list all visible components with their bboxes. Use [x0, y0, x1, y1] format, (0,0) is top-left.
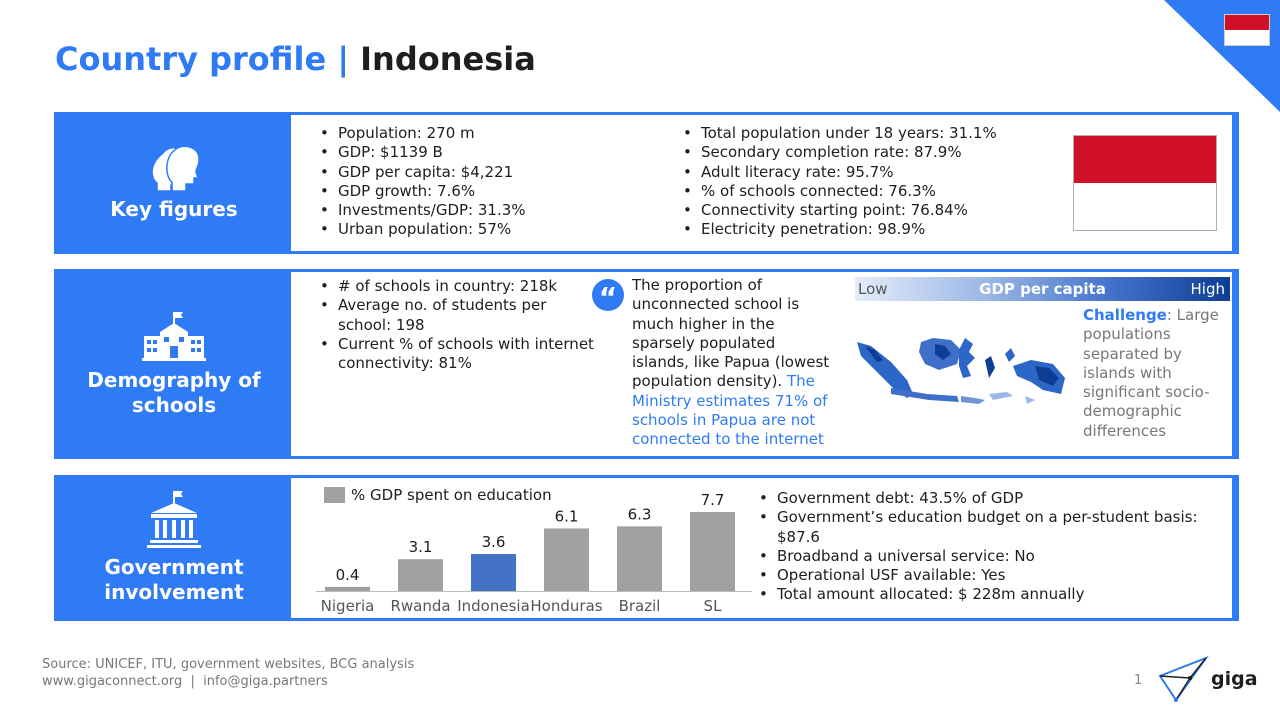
chart-legend-swatch	[324, 487, 345, 503]
list-item: • Investments/GDP: 31.3%	[318, 201, 658, 220]
key-figures-side	[57, 115, 291, 251]
list-item: • Urban population: 57%	[318, 220, 658, 239]
category-label: Honduras	[530, 597, 603, 615]
challenge-label: Challenge	[1083, 306, 1167, 324]
demography-side	[57, 272, 291, 456]
government-list	[757, 489, 1212, 605]
list-item: • GDP growth: 7.6%	[318, 182, 658, 201]
list-item: • Average no. of students per school: 198	[318, 296, 603, 335]
bar-value-label: 6.1	[554, 507, 579, 526]
corner-flag-icon	[1224, 14, 1270, 46]
list-item: • % of schools connected: 76.3%	[681, 182, 1041, 201]
list-item: • Adult literacy rate: 95.7%	[681, 163, 1041, 182]
list-item: • Secondary completion rate: 87.9%	[681, 143, 1041, 162]
category-label: SL	[703, 597, 722, 615]
list-item: • GDP: $1139 B	[318, 143, 658, 162]
giga-logo-text: giga	[1211, 668, 1258, 690]
government-label-line2: involvement	[104, 580, 244, 604]
page-number: 1	[1134, 673, 1143, 688]
footer-source: Source: UNICEF, ITU, government websites, BCG analysis	[42, 657, 415, 672]
demography-label-line1: Demography of	[87, 368, 261, 392]
list-item: • Government debt: 43.5% of GDP	[757, 489, 1212, 508]
list-item: • Current % of schools with internet connectivity: 81%	[318, 335, 603, 374]
bar-value-label: 3.1	[408, 538, 433, 557]
giga-logo-icon	[1158, 656, 1210, 702]
bar-sl	[690, 512, 735, 591]
quote-body: The proportion of unconnected school is much higher in the sparsely populated islands, like Papua (lowest population density).	[632, 276, 830, 391]
chart-legend-label: % GDP spent on education	[351, 486, 552, 504]
government-side	[57, 478, 291, 618]
footer-contact	[42, 673, 414, 690]
government-panel	[54, 475, 1239, 621]
list-item: • Electricity penetration: 98.9%	[681, 220, 1041, 239]
category-label: Indonesia	[457, 597, 530, 615]
key-figures-right-list	[681, 124, 1041, 240]
category-label: Rwanda	[390, 597, 451, 615]
list-item: • # of schools in country: 218k	[318, 277, 603, 296]
bar-brazil	[617, 526, 662, 591]
indonesia-map	[855, 336, 1070, 416]
title-country: Indonesia	[360, 40, 536, 78]
list-item: • GDP per capita: $4,221	[318, 163, 658, 182]
footer-email-link[interactable]: info@giga.partners	[203, 674, 328, 689]
quote-text	[632, 276, 832, 450]
gdp-legend-title: GDP per capita	[979, 280, 1106, 298]
list-item: • Total amount allocated: $ 228m annually	[757, 585, 1212, 604]
category-label: Brazil	[618, 597, 661, 615]
bar-value-label: 3.6	[481, 533, 506, 552]
demography-label-line2: schools	[131, 393, 217, 417]
challenge-text	[1083, 306, 1223, 441]
gdp-legend-high: High	[1190, 280, 1225, 298]
bar-value-label: 0.4	[335, 565, 360, 584]
gdp-gradient-legend	[855, 277, 1230, 301]
footer-separator: |	[190, 674, 195, 689]
category-label: Nigeria	[320, 597, 375, 615]
key-figures-panel	[54, 112, 1239, 254]
list-item: • Broadband a universal service: No	[757, 547, 1212, 566]
government-building-icon	[147, 491, 201, 549]
title-prefix: Country profile |	[55, 40, 349, 78]
challenge-body: : Large populations separated by islands with significant socio-demographic differences	[1083, 306, 1219, 440]
list-item: • Total population under 18 years: 31.1%	[681, 124, 1041, 143]
school-building-icon	[142, 310, 206, 362]
bar-nigeria	[325, 587, 370, 591]
list-item: • Operational USF available: Yes	[757, 566, 1212, 585]
gdp-legend-low: Low	[858, 280, 888, 298]
bar-honduras	[544, 528, 589, 591]
bar-value-label: 7.7	[700, 491, 725, 509]
government-label-line1: Government	[104, 555, 244, 579]
key-figures-label: Key figures	[110, 196, 238, 221]
bar-rwanda	[398, 559, 443, 591]
bar-value-label: 6.3	[627, 505, 652, 524]
people-heads-icon	[143, 145, 205, 191]
list-item: • Population: 270 m	[318, 124, 658, 143]
page-title	[55, 40, 536, 78]
quote-highlight: The Ministry estimates 71% of schools in Papua are not connected to the internet	[632, 372, 828, 449]
list-item: • Government’s education budget on a per-student basis: $87.6	[757, 508, 1212, 547]
education-spend-chart	[312, 478, 762, 624]
key-figures-left-list	[318, 124, 658, 240]
footer	[42, 656, 414, 690]
bar-indonesia	[471, 554, 516, 591]
footer-website-link[interactable]: www.gigaconnect.org	[42, 674, 183, 689]
demography-panel	[54, 269, 1239, 459]
list-item: • Connectivity starting point: 76.84%	[681, 201, 1041, 220]
quote-icon: “	[592, 279, 624, 311]
indonesia-flag	[1073, 135, 1217, 231]
demography-list	[318, 277, 603, 373]
